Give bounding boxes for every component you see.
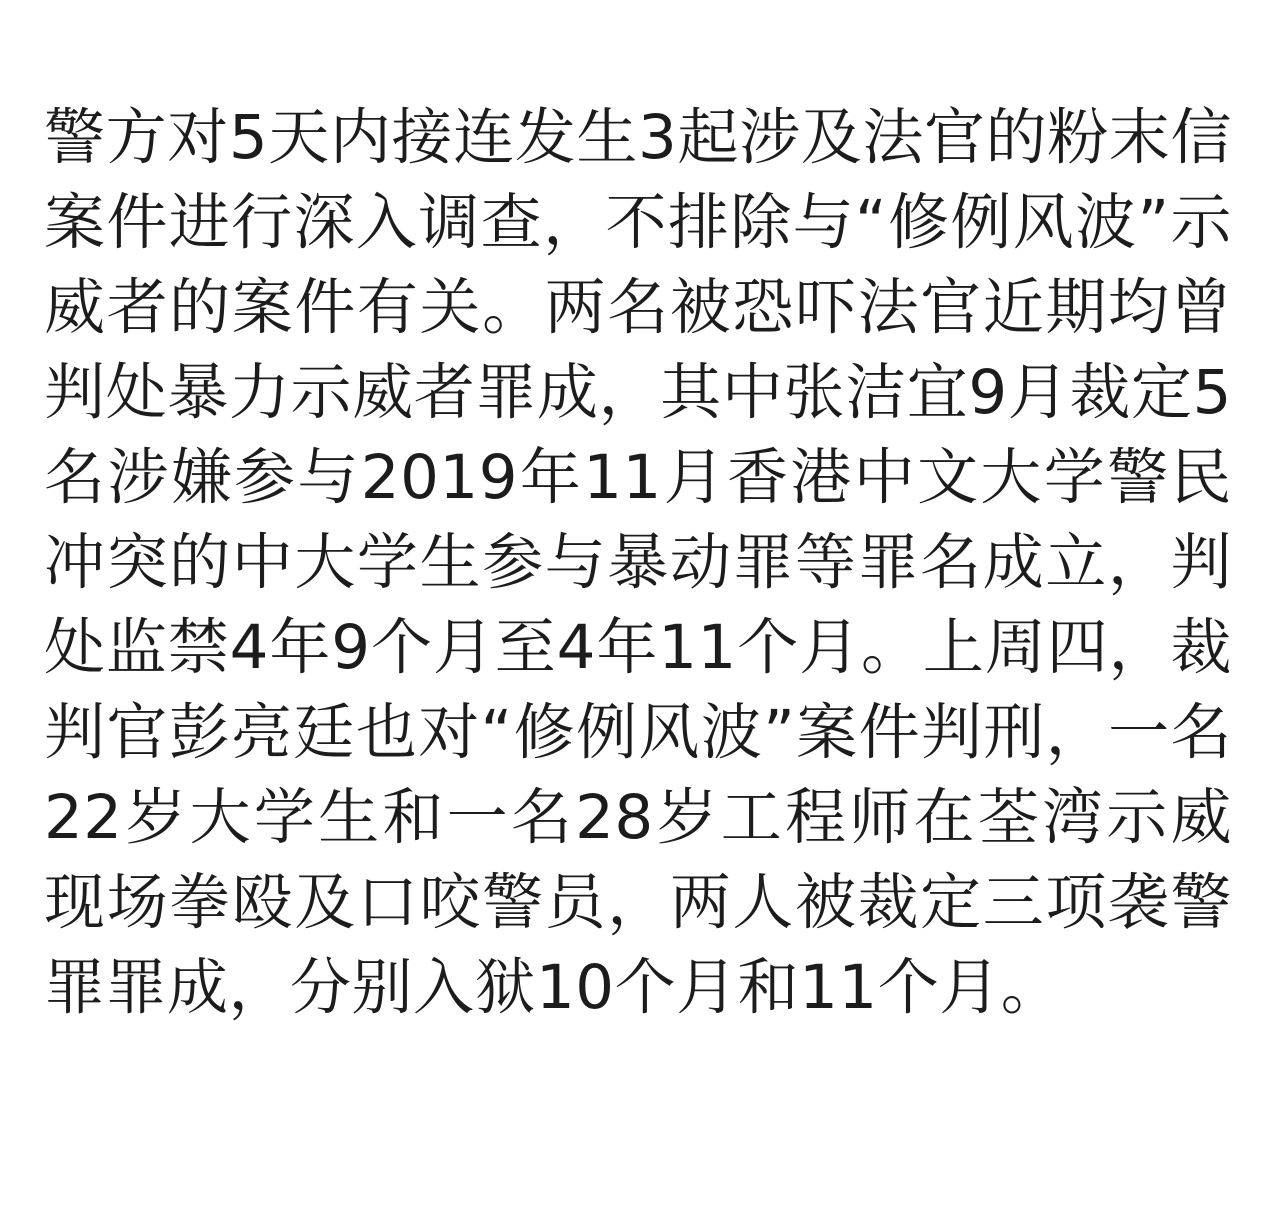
article-paragraph: 警方对5天内接连发生3起涉及法官的粉末信案件进行深入调查，不排除与“修例风波”示威者的案件有关。两名被恐吓法官近期均曾判处暴力示威者罪成，其中张洁宜9月裁定5名涉嫌参与2019年11月香港中文大学警民冲突的中大学生参与暴动罪等罪名成立，判处监禁4年9个月至4年11个月。上周四，裁判官彭亮廷也对“修例风波”案件判刑，一名22岁大学生和一名28岁工程师在荃湾示威现场拳殴及口咬警员，两人被裁定三项袭警罪罪成，分别入狱10个月和11个月。 <box>44 102 1232 1023</box>
